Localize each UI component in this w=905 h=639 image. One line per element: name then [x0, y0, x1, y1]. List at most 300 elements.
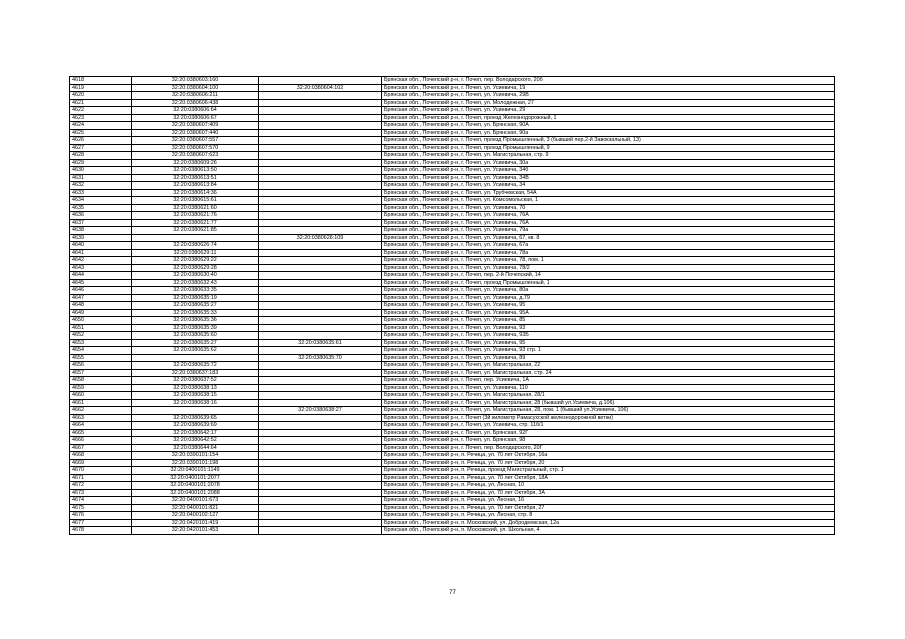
row-number-cell: 4625	[70, 129, 132, 137]
row-number-cell: 4628	[70, 152, 132, 160]
table-row	[70, 369, 835, 377]
row-number-cell: 4627	[70, 144, 132, 152]
row-number-cell: 4624	[70, 122, 132, 130]
cadastral-number-cell: 32:20:0380642:17	[132, 429, 259, 437]
row-number-cell: 4665	[70, 429, 132, 437]
row-number-cell: 4619	[70, 84, 132, 92]
table-row	[70, 204, 835, 212]
address-cell: Брянская обл., Почепский р-н, г. Почеп, ул. Усиевича, 78/2	[382, 264, 835, 272]
previous-number-cell	[259, 77, 382, 85]
address-cell: Брянская обл., Почепский р-н, г. Почеп, пер. Усиевича, 1А	[382, 377, 835, 385]
row-number-cell: 4661	[70, 399, 132, 407]
previous-number-cell	[259, 182, 382, 190]
previous-number-cell	[259, 444, 382, 452]
previous-number-cell	[259, 467, 382, 475]
table-row	[70, 429, 835, 437]
cadastral-number-cell: 32:20:0380626:74	[132, 242, 259, 250]
row-number-cell: 4678	[70, 527, 132, 535]
table-row	[70, 354, 835, 362]
row-number-cell: 4654	[70, 347, 132, 355]
row-number-cell: 4649	[70, 309, 132, 317]
row-number-cell: 4650	[70, 317, 132, 325]
table-row	[70, 467, 835, 475]
address-cell: Брянская обл., Почепский р-н, г. Почеп, ул. Усиевича, 76А	[382, 212, 835, 220]
table-row	[70, 422, 835, 430]
cadastral-number-cell: 32:20:0390101:198	[132, 459, 259, 467]
row-number-cell: 4632	[70, 182, 132, 190]
previous-number-cell	[259, 332, 382, 340]
table-row	[70, 234, 835, 242]
address-cell: Брянская обл., Почепский р-н, г. Почеп, ул. Усиевича, 78а	[382, 249, 835, 257]
address-cell: Брянская обл., Почепский р-н, г. Почеп, ул. Усиевича, 70	[382, 204, 835, 212]
address-cell: Брянская обл., Почепский р-н, г. Почеп, ул. Усиевича, 67а	[382, 242, 835, 250]
address-cell: Брянская обл., Почепский р-н, г. Почеп, ул. Усиевича, 93	[382, 324, 835, 332]
cadastral-number-cell: 32:20:0380635:39	[132, 324, 259, 332]
row-number-cell: 4638	[70, 227, 132, 235]
cadastral-number-cell	[132, 354, 259, 362]
previous-number-cell: 32:20:0380638:27	[259, 407, 382, 415]
row-number-cell: 4633	[70, 189, 132, 197]
table-row	[70, 384, 835, 392]
previous-number-cell	[259, 392, 382, 400]
previous-number-cell	[259, 399, 382, 407]
address-cell: Брянская обл., Почепский р-н, г. Почеп, ул. Комсомольская, 1	[382, 197, 835, 205]
row-number-cell: 4636	[70, 212, 132, 220]
cadastral-number-cell: 32:20:0380633:35	[132, 287, 259, 295]
address-cell: Брянская обл., Почепский р-н, г. Почеп (3й километр Рамасухской железнодорожной ветки)	[382, 414, 835, 422]
address-cell: Брянская обл., Почепский р-н, г. Почеп, ул. Усиевича, 95	[382, 302, 835, 310]
previous-number-cell	[259, 519, 382, 527]
table-row	[70, 317, 835, 325]
previous-number-cell	[259, 197, 382, 205]
previous-number-cell	[259, 489, 382, 497]
table-row	[70, 144, 835, 152]
cadastral-number-cell: 32:20:0380637:183	[132, 369, 259, 377]
address-cell: Брянская обл., Почепский р-н, п. Речица, ул. Лесная, стр. 8	[382, 512, 835, 520]
previous-number-cell	[259, 227, 382, 235]
address-cell: Брянская обл., Почепский р-н, г. Почеп, ул. Усиевича, 29В	[382, 92, 835, 100]
row-number-cell: 4669	[70, 459, 132, 467]
address-cell: Брянская обл., Почепский р-н, п. Речица, проезд Магистральный, стр. 1	[382, 467, 835, 475]
table-row	[70, 189, 835, 197]
row-number-cell: 4635	[70, 204, 132, 212]
previous-number-cell	[259, 242, 382, 250]
address-cell: Брянская обл., Почепский р-н, г. Почеп, ул. Молодежная, 27	[382, 99, 835, 107]
table-row	[70, 362, 835, 370]
table-row	[70, 129, 835, 137]
row-number-cell: 4620	[70, 92, 132, 100]
row-number-cell: 4657	[70, 369, 132, 377]
cadastral-number-cell: 32:20:0380607:570	[132, 144, 259, 152]
previous-number-cell: 32:20:0380626:109	[259, 234, 382, 242]
previous-number-cell	[259, 414, 382, 422]
cadastral-number-cell: 32:20:0380621:85	[132, 227, 259, 235]
address-cell: Брянская обл., Почепский р-н, г. Почеп, ул. Усиевича, 80а	[382, 287, 835, 295]
table-row	[70, 137, 835, 145]
previous-number-cell	[259, 257, 382, 265]
table-row	[70, 302, 835, 310]
table-row	[70, 174, 835, 182]
previous-number-cell	[259, 474, 382, 482]
table-row	[70, 152, 835, 160]
address-cell: Брянская обл., Почепский р-н, г. Почеп, ул. Усиевича, 85	[382, 317, 835, 325]
row-number-cell: 4622	[70, 107, 132, 115]
address-cell: Брянская обл., Почепский р-н, г. Почеп, ул. Магистральная, стр. 9	[382, 152, 835, 160]
cadastral-number-cell: 32:20:0380606:211	[132, 92, 259, 100]
row-number-cell: 4676	[70, 512, 132, 520]
address-cell: Брянская обл., Почепский р-н, г. Почеп, ул. Усиевича, 67, кв. 8	[382, 234, 835, 242]
address-cell: Брянская обл., Почепский р-н, п. Московский, ул. Школьная, 4	[382, 527, 835, 535]
cadastral-number-cell: 32:20:0380629:28	[132, 264, 259, 272]
address-cell: Брянская обл., Почепский р-н, г. Почеп, ул. Магистральная, 28/1	[382, 392, 835, 400]
previous-number-cell	[259, 219, 382, 227]
address-cell: Брянская обл., Почепский р-н, г. Почеп, ул. Брянская, 98	[382, 437, 835, 445]
row-number-cell: 4668	[70, 452, 132, 460]
row-number-cell: 4667	[70, 444, 132, 452]
previous-number-cell	[259, 377, 382, 385]
table-row	[70, 249, 835, 257]
address-cell: Брянская обл., Почепский р-н, г. Почеп, ул. Магистральная, стр. 24	[382, 369, 835, 377]
address-cell: Брянская обл., Почепский р-н, г. Почеп, ул. Усиевича, 93 стр. 1	[382, 347, 835, 355]
cadastral-number-cell: 32:20:0420101:453	[132, 527, 259, 535]
row-number-cell: 4658	[70, 377, 132, 385]
cadastral-number-cell: 32:20:0400101:2078	[132, 482, 259, 490]
previous-number-cell	[259, 504, 382, 512]
previous-number-cell	[259, 279, 382, 287]
table-row	[70, 504, 835, 512]
previous-number-cell	[259, 362, 382, 370]
cadastral-number-cell: 32:20:0380613:84	[132, 182, 259, 190]
cadastral-number-cell: 32:20:0380629:22	[132, 257, 259, 265]
address-cell: Брянская обл., Почепский р-н, г. Почеп, ул. Усиевича, 19	[382, 84, 835, 92]
row-number-cell: 4652	[70, 332, 132, 340]
table-row	[70, 84, 835, 92]
cadastral-number-cell: 32:20:0380606:64	[132, 107, 259, 115]
cadastral-number-cell: 32:20:0380609:26	[132, 159, 259, 167]
previous-number-cell	[259, 272, 382, 280]
table-row	[70, 324, 835, 332]
table-row	[70, 377, 835, 385]
table-row	[70, 227, 835, 235]
row-number-cell: 4653	[70, 339, 132, 347]
previous-number-cell: 32:20:0380635:70	[259, 354, 382, 362]
row-number-cell: 4641	[70, 249, 132, 257]
table-row	[70, 77, 835, 85]
row-number-cell: 4651	[70, 324, 132, 332]
row-number-cell: 4663	[70, 414, 132, 422]
address-cell: Брянская обл., Почепский р-н, г. Почеп, пер. Володарского, 20б	[382, 77, 835, 85]
address-cell: Брянская обл., Почепский р-н, г. Почеп, ул. Усиевича, 29	[382, 107, 835, 115]
address-cell: Брянская обл., Почепский р-н, п. Речица, ул. 70 лет Октября, 18А	[382, 474, 835, 482]
address-cell: Брянская обл., Почепский р-н, г. Почеп, ул. Усиевича, 110	[382, 384, 835, 392]
row-number-cell: 4673	[70, 489, 132, 497]
table-row	[70, 99, 835, 107]
cadastral-number-cell: 32:20:0380635:62	[132, 347, 259, 355]
cadastral-number-cell: 32:20:0380629:11	[132, 249, 259, 257]
table-row	[70, 399, 835, 407]
cadastral-number-cell: 32:20:0380635:19	[132, 294, 259, 302]
row-number-cell: 4647	[70, 294, 132, 302]
table-row	[70, 92, 835, 100]
cadastral-number-cell: 32:20:0380635:72	[132, 362, 259, 370]
page-number: 77	[449, 590, 456, 596]
row-number-cell: 4634	[70, 197, 132, 205]
cadastral-number-cell: 32:20:0380606:67	[132, 114, 259, 122]
row-number-cell: 4621	[70, 99, 132, 107]
row-number-cell: 4618	[70, 77, 132, 85]
cadastral-number-cell: 32:20:0380604:100	[132, 84, 259, 92]
row-number-cell: 4629	[70, 159, 132, 167]
row-number-cell: 4639	[70, 234, 132, 242]
cadastral-number-cell: 32:20:0390101:154	[132, 452, 259, 460]
cadastral-number-cell: 32:20:0380607:557	[132, 137, 259, 145]
row-number-cell: 4670	[70, 467, 132, 475]
address-cell: Брянская обл., Почепский р-н, г. Почеп, ул. Усиевича, д.79	[382, 294, 835, 302]
cadastral-number-cell: 32:20:0380613:50	[132, 167, 259, 175]
previous-number-cell	[259, 452, 382, 460]
address-cell: Брянская обл., Почепский р-н, п. Речица, ул. Лесная, 10	[382, 482, 835, 490]
table-row	[70, 219, 835, 227]
address-cell: Брянская обл., Почепский р-н, г. Почеп, проезд Промышленный, 1	[382, 279, 835, 287]
cadastral-number-cell: 32:20:0380621:76	[132, 212, 259, 220]
row-number-cell: 4671	[70, 474, 132, 482]
cadastral-number-cell: 32:20:0380638:15	[132, 392, 259, 400]
row-number-cell: 4643	[70, 264, 132, 272]
table-row	[70, 114, 835, 122]
row-number-cell: 4666	[70, 437, 132, 445]
previous-number-cell	[259, 309, 382, 317]
address-cell: Брянская обл., Почепский р-н, г. Почеп, ул. Усиевича, 79а	[382, 227, 835, 235]
cadastral-number-cell: 32:20:0380607:409	[132, 122, 259, 130]
address-cell: Брянская обл., Почепский р-н, г. Почеп, ул. Усиевича, 95А	[382, 309, 835, 317]
address-cell: Брянская обл., Почепский р-н, г. Почеп, ул. Магистральная, 28, пом. 1 (бывший ул.Усиевича, 106)	[382, 407, 835, 415]
previous-number-cell	[259, 459, 382, 467]
cadastral-number-cell: 32:20:0400101:2088	[132, 489, 259, 497]
table-row	[70, 257, 835, 265]
cadastral-number-cell: 32:20:0380607:440	[132, 129, 259, 137]
cadastral-number-cell: 32:20:0380635:60	[132, 332, 259, 340]
row-number-cell: 4626	[70, 137, 132, 145]
previous-number-cell	[259, 384, 382, 392]
previous-number-cell	[259, 189, 382, 197]
row-number-cell: 4640	[70, 242, 132, 250]
previous-number-cell	[259, 422, 382, 430]
address-cell: Брянская обл., Почепский р-н, г. Почеп, ул. Усиевича, стр. 11б/1	[382, 422, 835, 430]
previous-number-cell	[259, 249, 382, 257]
cadastral-number-cell: 32:20:0380635:27	[132, 302, 259, 310]
cadastral-number-cell: 32:20:0380614:36	[132, 189, 259, 197]
table-row	[70, 182, 835, 190]
address-cell: Брянская обл., Почепский р-н, г. Почеп, ул. Усиевича, 34б	[382, 167, 835, 175]
previous-number-cell	[259, 512, 382, 520]
previous-number-cell	[259, 482, 382, 490]
cadastral-number-cell: 32:20:0380613:51	[132, 174, 259, 182]
row-number-cell: 4631	[70, 174, 132, 182]
previous-number-cell	[259, 264, 382, 272]
table-row	[70, 444, 835, 452]
address-cell: Брянская обл., Почепский р-н, г. Почеп, ул. Брянская, 90а	[382, 129, 835, 137]
address-cell: Брянская обл., Почепский р-н, г. Почеп, ул. Усиевича, 76А	[382, 219, 835, 227]
table-row	[70, 197, 835, 205]
cadastral-number-cell: 32:20:0380642:52	[132, 437, 259, 445]
table-row	[70, 107, 835, 115]
previous-number-cell	[259, 212, 382, 220]
table-row	[70, 489, 835, 497]
previous-number-cell	[259, 204, 382, 212]
table-row	[70, 309, 835, 317]
address-cell: Брянская обл., Почепский р-н, г. Почеп, ул. Усиевича, 93Б	[382, 332, 835, 340]
table-row	[70, 512, 835, 520]
table-row	[70, 122, 835, 130]
cadastral-number-cell: 32:20:0380639:65	[132, 414, 259, 422]
table-row	[70, 294, 835, 302]
cadastral-number-cell: 32:20:0380632:43	[132, 279, 259, 287]
cadastral-number-cell: 32:20:0400101:673	[132, 497, 259, 505]
table-row	[70, 459, 835, 467]
address-cell: Брянская обл., Почепский р-н, г. Почеп, пер. Володарского, 20Г	[382, 444, 835, 452]
previous-number-cell	[259, 287, 382, 295]
previous-number-cell	[259, 437, 382, 445]
cadastral-number-cell: 32:20:0400101:2077	[132, 474, 259, 482]
previous-number-cell	[259, 497, 382, 505]
table-row	[70, 287, 835, 295]
previous-number-cell	[259, 107, 382, 115]
table-row	[70, 407, 835, 415]
registry-table	[69, 76, 835, 535]
previous-number-cell: 32:20:0380635:61	[259, 339, 382, 347]
row-number-cell: 4637	[70, 219, 132, 227]
table-row	[70, 272, 835, 280]
row-number-cell: 4623	[70, 114, 132, 122]
row-number-cell: 4646	[70, 287, 132, 295]
address-cell: Брянская обл., Почепский р-н, г. Почеп, ул. Усиевича, 78, пом. 1	[382, 257, 835, 265]
table-row	[70, 347, 835, 355]
cadastral-number-cell: 32:20:0380637:52	[132, 377, 259, 385]
previous-number-cell	[259, 167, 382, 175]
address-cell: Брянская обл., Почепский р-н, г. Почеп, пер. 2-й Почепский, 14	[382, 272, 835, 280]
row-number-cell: 4675	[70, 504, 132, 512]
previous-number-cell	[259, 122, 382, 130]
previous-number-cell	[259, 174, 382, 182]
cadastral-number-cell: 32:20:0420101:419	[132, 519, 259, 527]
table-row	[70, 332, 835, 340]
cadastral-number-cell: 32:20:0380635:27	[132, 339, 259, 347]
previous-number-cell	[259, 137, 382, 145]
previous-number-cell	[259, 294, 382, 302]
row-number-cell: 4660	[70, 392, 132, 400]
cadastral-number-cell	[132, 407, 259, 415]
table-row	[70, 527, 835, 535]
row-number-cell: 4642	[70, 257, 132, 265]
cadastral-number-cell: 32:20:0380606:438	[132, 99, 259, 107]
cadastral-number-cell: 32:20:0380621:60	[132, 204, 259, 212]
cadastral-number-cell: 32:20:0380630:40	[132, 272, 259, 280]
row-number-cell: 4645	[70, 279, 132, 287]
row-number-cell: 4664	[70, 422, 132, 430]
row-number-cell: 4662	[70, 407, 132, 415]
table-row	[70, 392, 835, 400]
cadastral-number-cell: 32:20:0380635:33	[132, 309, 259, 317]
table-row	[70, 279, 835, 287]
previous-number-cell	[259, 129, 382, 137]
row-number-cell: 4674	[70, 497, 132, 505]
table-row	[70, 167, 835, 175]
address-cell: Брянская обл., Почепский р-н, г. Почеп, ул. Усиевича, 30а	[382, 159, 835, 167]
table-row	[70, 212, 835, 220]
address-cell: Брянская обл., Почепский р-н, п. Речица, ул. 70 лет Октября, 16а	[382, 452, 835, 460]
address-cell: Брянская обл., Почепский р-н, г. Почеп, ул. Брянская, 92Г	[382, 429, 835, 437]
previous-number-cell	[259, 144, 382, 152]
cadastral-number-cell: 32:20:0380621:77	[132, 219, 259, 227]
address-cell: Брянская обл., Почепский р-н, п. Московский, ул. Добродеевская, 12а	[382, 519, 835, 527]
cadastral-number-cell: 32:20:0380644:64	[132, 444, 259, 452]
table-row	[70, 264, 835, 272]
address-cell: Брянская обл., Почепский р-н, г. Почеп, ул. Усиевича, 34В	[382, 174, 835, 182]
cadastral-number-cell: 32:20:0400101:1149	[132, 467, 259, 475]
cadastral-number-cell: 32:20:0400102:127	[132, 512, 259, 520]
previous-number-cell	[259, 347, 382, 355]
row-number-cell: 4630	[70, 167, 132, 175]
row-number-cell: 4677	[70, 519, 132, 527]
cadastral-number-cell: 32:20:0380639:69	[132, 422, 259, 430]
table-row	[70, 497, 835, 505]
table-row	[70, 242, 835, 250]
address-cell: Брянская обл., Почепский р-н, г. Почеп, проезд Промышленный, 9	[382, 144, 835, 152]
row-number-cell: 4656	[70, 362, 132, 370]
previous-number-cell	[259, 114, 382, 122]
address-cell: Брянская обл., Почепский р-н, г. Почеп, проезд Железнодорожный, 1	[382, 114, 835, 122]
address-cell: Брянская обл., Почепский р-н, п. Речица, ул. 70 лет Октября, 20	[382, 459, 835, 467]
table-row	[70, 414, 835, 422]
registry-table-body	[70, 77, 835, 535]
table-row	[70, 452, 835, 460]
row-number-cell: 4648	[70, 302, 132, 310]
address-cell: Брянская обл., Почепский р-н, г. Почеп, ул. Магистральная, 28 (бывший ул.Усиевича, д.106)	[382, 399, 835, 407]
row-number-cell: 4672	[70, 482, 132, 490]
row-number-cell: 4659	[70, 384, 132, 392]
previous-number-cell	[259, 324, 382, 332]
previous-number-cell	[259, 429, 382, 437]
address-cell: Брянская обл., Почепский р-н, г. Почеп, ул. Усиевича, 95	[382, 339, 835, 347]
previous-number-cell	[259, 302, 382, 310]
table-row	[70, 159, 835, 167]
address-cell: Брянская обл., Почепский р-н, г. Почеп, ул. Трубчевская, 54А	[382, 189, 835, 197]
address-cell: Брянская обл., Почепский р-н, г. Почеп, ул. Усиевича, 89	[382, 354, 835, 362]
address-cell: Брянская обл., Почепский р-н, п. Речица, ул. Лесная, 16	[382, 497, 835, 505]
address-cell: Брянская обл., Почепский р-н, г. Почеп, ул. Усиевича, 34	[382, 182, 835, 190]
table-row	[70, 482, 835, 490]
address-cell: Брянская обл., Почепский р-н, г. Почеп, ул. Брянская, 90А	[382, 122, 835, 130]
address-cell: Брянская обл., Почепский р-н, г. Почеп, ул. Магистральная, 22	[382, 362, 835, 370]
table-row	[70, 519, 835, 527]
row-number-cell: 4655	[70, 354, 132, 362]
address-cell: Брянская обл., Почепский р-н, г. Почеп, проезд Промышленный, 3 (бывший пер.2-й Завокзальный, 13)	[382, 137, 835, 145]
previous-number-cell	[259, 527, 382, 535]
cadastral-number-cell: 32:20:0380603:160	[132, 77, 259, 85]
previous-number-cell: 32:20:0380604:102	[259, 84, 382, 92]
table-row	[70, 474, 835, 482]
cadastral-number-cell	[132, 234, 259, 242]
cadastral-number-cell: 32:20:0380635:36	[132, 317, 259, 325]
previous-number-cell	[259, 99, 382, 107]
previous-number-cell	[259, 369, 382, 377]
table-row	[70, 339, 835, 347]
row-number-cell: 4644	[70, 272, 132, 280]
table-row	[70, 437, 835, 445]
previous-number-cell	[259, 152, 382, 160]
cadastral-number-cell: 32:20:0400101:821	[132, 504, 259, 512]
cadastral-number-cell: 32:20:0380638:16	[132, 399, 259, 407]
